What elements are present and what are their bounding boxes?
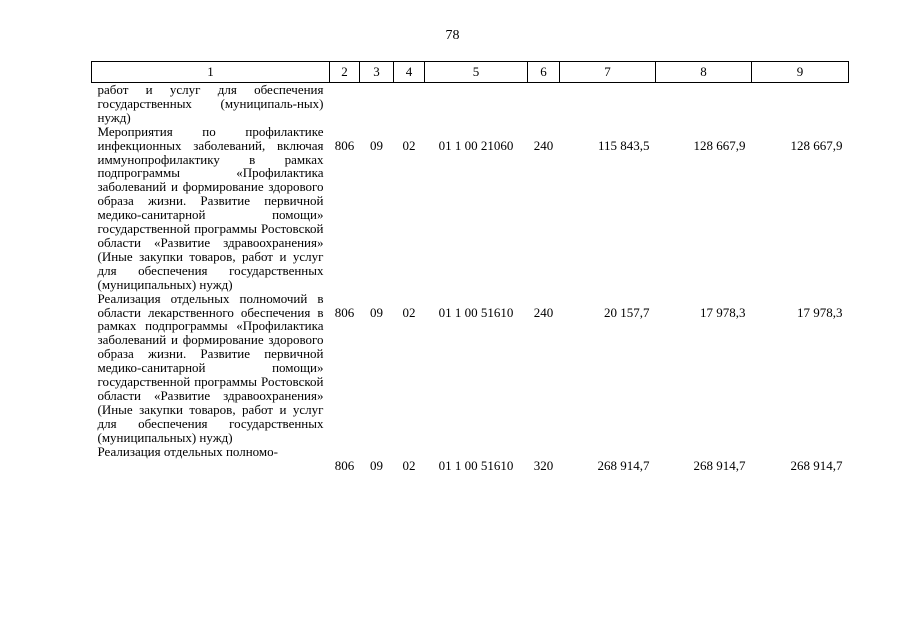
page-number: 78 xyxy=(445,28,460,43)
row-description: Реализация отдельных полномочий в области лекарственного обеспечения в рамках подпрограммы «Профилактика заболеваний и формирование здорового образа жизни. Развитие первичной медико-санитарной помощи» государственной программы Ростовской области «Развитие здравоохранения» (Иные закупки товаров, работ и услуг для обеспечения государственных (муниципальных) нужд) xyxy=(97,290,324,445)
row-value-col9 xyxy=(752,83,849,125)
column-header: 3 xyxy=(360,62,394,83)
column-header: 6 xyxy=(528,62,560,83)
row-value-col7: 268 914,7 xyxy=(597,457,650,473)
table-row xyxy=(92,83,849,125)
row-subsection-code: 02 xyxy=(402,304,416,320)
row-section-code xyxy=(360,83,394,125)
row-description: работ и услуг для обеспечения государственных (муниципаль-ных) нужд) xyxy=(97,82,324,125)
row-subsection-code: 02 xyxy=(402,457,416,473)
table-row xyxy=(92,292,849,445)
column-header: 5 xyxy=(425,62,528,83)
row-value-col7: 20 157,7 xyxy=(604,304,650,320)
row-ministry-code: 806 xyxy=(334,304,355,320)
row-value-col9: 268 914,7 xyxy=(790,457,843,473)
row-target-code: 01 1 00 51610 xyxy=(438,457,514,473)
column-header: 2 xyxy=(330,62,360,83)
row-ministry-code: 806 xyxy=(334,137,355,153)
row-target-code xyxy=(425,83,528,125)
row-ministry-code: 806 xyxy=(334,457,355,473)
row-subsection-code xyxy=(394,83,425,125)
column-header: 1 xyxy=(92,62,330,83)
budget-table xyxy=(91,61,849,472)
row-expense-type: 320 xyxy=(533,457,554,473)
table-row xyxy=(92,445,849,473)
row-ministry-code xyxy=(330,83,360,125)
row-section-code: 09 xyxy=(370,304,383,320)
row-expense-type xyxy=(528,83,560,125)
row-value-col8: 128 667,9 xyxy=(693,137,746,153)
row-target-code: 01 1 00 21060 xyxy=(438,137,514,153)
row-section-code: 09 xyxy=(370,137,383,153)
row-value-col9: 17 978,3 xyxy=(797,304,843,320)
row-value-col7 xyxy=(560,83,656,125)
row-expense-type: 240 xyxy=(533,304,554,320)
column-header: 8 xyxy=(656,62,752,83)
row-value-col8: 17 978,3 xyxy=(700,304,746,320)
row-description: Мероприятия по профилактике инфекционных заболеваний, включая иммунопрофилактику в рамках подпрограммы «Профилактика заболеваний и формирование здорового образа жизни. Развитие первичной медико-санитарной помощи» государственной программы Ростовской области «Развитие здравоохранения» (Иные закупки товаров, работ и услуг для обеспечения государственных (муниципальных) нужд) xyxy=(97,123,324,292)
row-value-col8: 268 914,7 xyxy=(693,457,746,473)
row-value-col7: 115 843,5 xyxy=(597,137,650,153)
row-subsection-code: 02 xyxy=(402,137,416,153)
row-section-code: 09 xyxy=(370,457,383,473)
row-description: Реализация отдельных полномо- xyxy=(97,443,278,459)
row-value-col9: 128 667,9 xyxy=(790,137,843,153)
column-header: 9 xyxy=(752,62,849,83)
row-target-code: 01 1 00 51610 xyxy=(438,304,514,320)
column-header: 4 xyxy=(394,62,425,83)
row-value-col8 xyxy=(656,83,752,125)
header-row xyxy=(92,62,849,83)
row-expense-type: 240 xyxy=(533,137,554,153)
column-header: 7 xyxy=(560,62,656,83)
table-row xyxy=(92,125,849,292)
